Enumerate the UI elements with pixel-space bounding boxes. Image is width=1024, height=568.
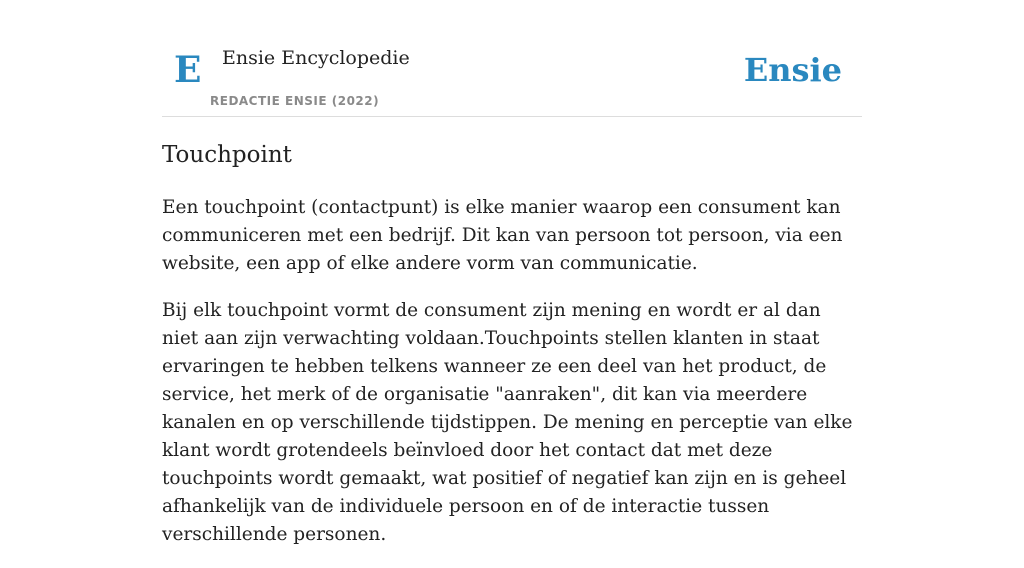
article-paragraph: Bij elk touchpoint vormt de consument zijn mening en wordt er al dan niet aan zijn verwachting voldaan.Touchpoints stellen klanten in staat ervaringen te hebben telkens wanneer ze een deel van het product, de service, het merk of de organisatie "aanraken", dit kan via meerdere kanalen en op verschillende tijdstippen. De mening en perceptie van elke klant wordt grotendeels beïnvloed door het contact dat met deze touchpoints wordt gemaakt, wat positief of negatief kan zijn en is geheel afhankelijk van de individuele persoon en of de interactie tussen verschillende personen. (162, 300, 853, 545)
article-title: Touchpoint (162, 142, 292, 168)
article (162, 138, 862, 568)
ensie-logo-icon[interactable]: E (174, 49, 202, 91)
source-header (162, 0, 862, 117)
article-paragraph: Een touchpoint (contactpunt) is elke manier waarop een consument kan communiceren met een bedrijf. Dit kan van persoon tot persoon, via een website, een app of elke andere vorm van communicatie. (162, 197, 843, 274)
source-title[interactable]: Ensie Encyclopedie (222, 47, 410, 69)
source-meta: REDACTIE ENSIE (2022) (210, 94, 380, 108)
ensie-brand-logo[interactable]: Ensie (743, 51, 842, 89)
